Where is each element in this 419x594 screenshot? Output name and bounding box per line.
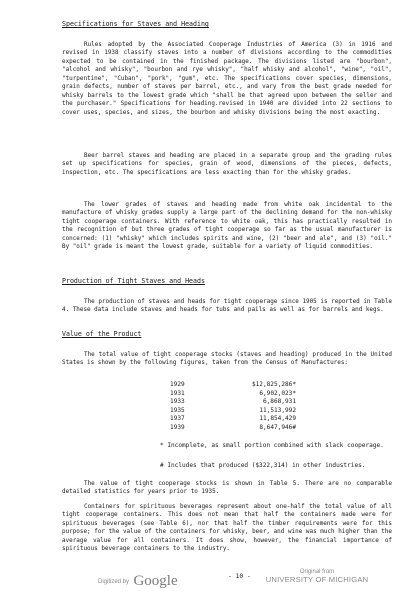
digitized-by-label: Digitized by	[98, 579, 130, 585]
footnote-includes: # Includes that produced ($322,314) in other industries.	[160, 462, 366, 469]
table-row	[170, 390, 296, 399]
year-cell: 1933	[170, 398, 185, 405]
value-cell: 11,513,992	[259, 406, 296, 414]
table-row	[170, 407, 296, 416]
heading-production: Production of Tight Staves and Heads	[62, 277, 205, 285]
page-number: - 10 -	[228, 573, 251, 580]
table-row	[170, 381, 296, 390]
footnote-incomplete: * Incomplete, as small portion combined with slack cooperage.	[160, 442, 384, 449]
value-cell: 11,854,429	[259, 415, 296, 422]
google-logo: Google	[133, 573, 178, 589]
table-row	[170, 398, 296, 407]
paragraph-total-value: The total value of tight cooperage stocks (staves and heading) produced in the United States is shown by the following figures, taken from the Census of Manufactures:	[62, 351, 392, 367]
heading-value: Value of the Product	[62, 330, 142, 338]
year-cell: 1931	[170, 389, 185, 397]
paragraph-rules: Rules adopted by the Associated Cooperage Industries of America (3) in 1916 and revised in 1938 classify staves into a number of divisions according to the commodities expected to be contained in the finished package. The divisions listed are "bourbon", "alcohol and whisky", "bourbon and rye whisky", "half whisky and alcohol", "wine", "oil", "turpentine", "Cuban", "pork", "gum", etc. The specifications cover species, dimensions, grain defects, number of staves per barrel, etc., and vary from the best grade needed for whisky barrels to the lowest grade which "shall be that agreed upon between the seller and the purchaser." Specifications for heading.revised in 1940 are divided into 22 sections to cover uses, species, and sizes, the bourbon and whisky divisions being the most exacting.	[62, 41, 392, 116]
paragraph-spirituous: Containers for spirituous beverages represent about one-half the total value of all tight cooperage containers. This does not mean that half the containers made were for spirituous beverages (see Table 6), nor that half the timber requirements were for this purpose; for the value of the containers for whisky, beer, and wine was much higher than the average value for all containers. It does show, however, the financial importance of spirituous beverage containers to the industry.	[62, 503, 392, 553]
table-row	[170, 415, 296, 424]
value-table	[170, 381, 296, 432]
value-cell: $12,825,286*	[251, 381, 296, 388]
original-source-watermark	[262, 569, 372, 584]
paragraph-production: The production of staves and heads for tight cooperage since 1905 is reported in Table 4. These data include staves and heads for tubs and pails as well as for barrels and kegs.	[62, 298, 392, 314]
year-cell: 1929	[170, 381, 185, 388]
year-cell: 1935	[170, 406, 185, 414]
value-cell: 6,902,023*	[259, 389, 296, 397]
original-from-label: Original from	[299, 569, 335, 575]
year-cell: 1937	[170, 415, 185, 422]
table-row	[170, 424, 296, 433]
paragraph-lower-grades: The lower grades of staves and heading made from white oak incidental to the manufacture of whisky grades supply a large part of the declining demand for the non-whisky tight cooperage containers. With reference to white oak, this has practically resulted in the recognition of but three grades of tight cooperage so far as the usual manufacturer is concerned: (1) "whisky" which includes spirits and wine, (2) "beer and ale", and (3) "oil." By "oil" grade is meant the lowest grade, suitable for a variety of liquid commodities.	[62, 201, 392, 251]
digitized-watermark	[98, 572, 178, 590]
year-cell: 1939	[170, 423, 185, 431]
institution-name: UNIVERSITY OF MICHIGAN	[265, 575, 369, 584]
paragraph-beer-barrel: Beer barrel staves and heading are placed in a separate group and the grading rules set up specifications for species, grain of wood, dimensions of the pieces, defects, inspection, etc. The specifications are less exacting than for the whisky grades.	[62, 152, 392, 176]
heading-specifications: Specifications for Staves and Heading	[62, 20, 209, 28]
value-cell: 8,647,946#	[259, 423, 296, 431]
value-cell: 6,868,931	[262, 398, 296, 405]
paragraph-value-table: The value of tight cooperage stocks is shown in Table 5. There are no comparable detailed statistics for years prior to 1935.	[62, 480, 392, 496]
